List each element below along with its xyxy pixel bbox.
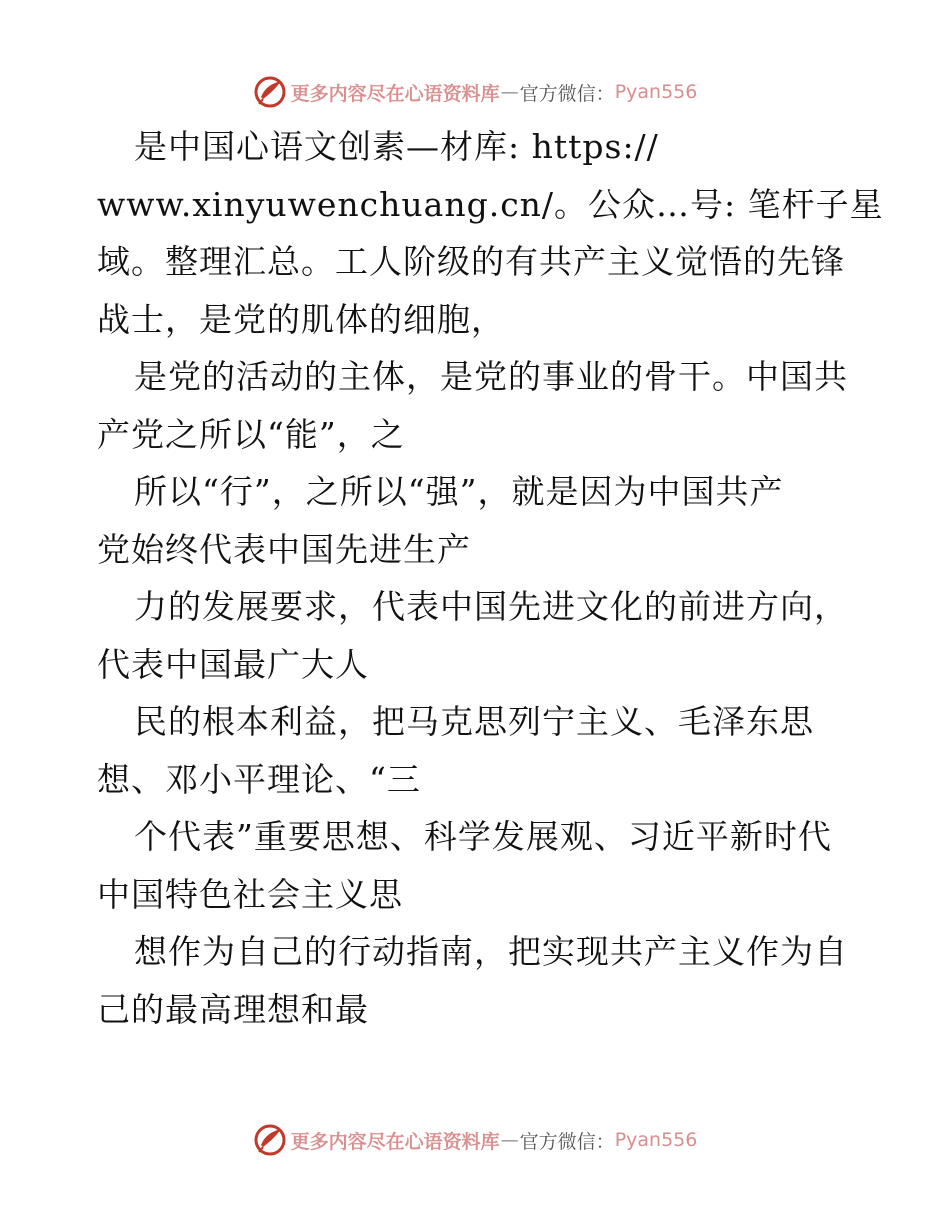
body-line: www.xinyuwenchuang.cn/。公众…号: 笔杆子星	[97, 184, 884, 224]
footer-separator: —	[500, 1129, 519, 1151]
footer-banner	[0, 1120, 950, 1160]
header-site-text: 更多内容尽在心语资料库	[290, 82, 500, 105]
document-body	[97, 118, 884, 1038]
footer-wechat-id: Pyan556	[614, 1129, 698, 1151]
header-wechat-id: Pyan556	[614, 81, 698, 103]
body-line: 所以“行”，之所以“强”，就是因为中国共产	[134, 472, 784, 511]
footer-wechat-label: 官方微信：	[519, 1130, 615, 1153]
body-line: 想作为自己的行动指南，把实现共产主义作为自	[134, 932, 848, 971]
body-line: 党始终代表中国先进生产	[97, 529, 471, 569]
header-banner	[0, 72, 950, 112]
body-line: 是党的活动的主体，是党的事业的骨干。中国共	[134, 357, 848, 396]
header-wechat-label: 官方微信：	[519, 82, 615, 105]
body-line: 个代表”重要思想、科学发展观、习近平新时代	[134, 817, 832, 856]
body-line: 代表中国最广大人	[97, 644, 369, 684]
body-line: 想、邓小平理论、“三	[97, 759, 421, 799]
body-line: 产党之所以“能”，之	[97, 414, 405, 454]
header-separator: —	[500, 81, 519, 103]
pen-logo-icon	[253, 75, 287, 109]
body-line: 战士，是党的肌体的细胞，	[97, 299, 505, 339]
body-line: 力的发展要求，代表中国先进文化的前进方向，	[134, 587, 848, 626]
body-line: 是中国心语文创素—材库: https://	[134, 127, 659, 166]
body-line: 域。整理汇总。工人阶级的有共产主义觉悟的先锋	[97, 242, 845, 281]
footer-site-text: 更多内容尽在心语资料库	[290, 1130, 500, 1153]
body-line: 中国特色社会主义思	[97, 874, 403, 914]
body-line: 民的根本利益，把马克思列宁主义、毛泽东思	[134, 702, 814, 741]
body-line: 己的最高理想和最	[97, 989, 369, 1029]
pen-logo-icon	[253, 1123, 287, 1157]
